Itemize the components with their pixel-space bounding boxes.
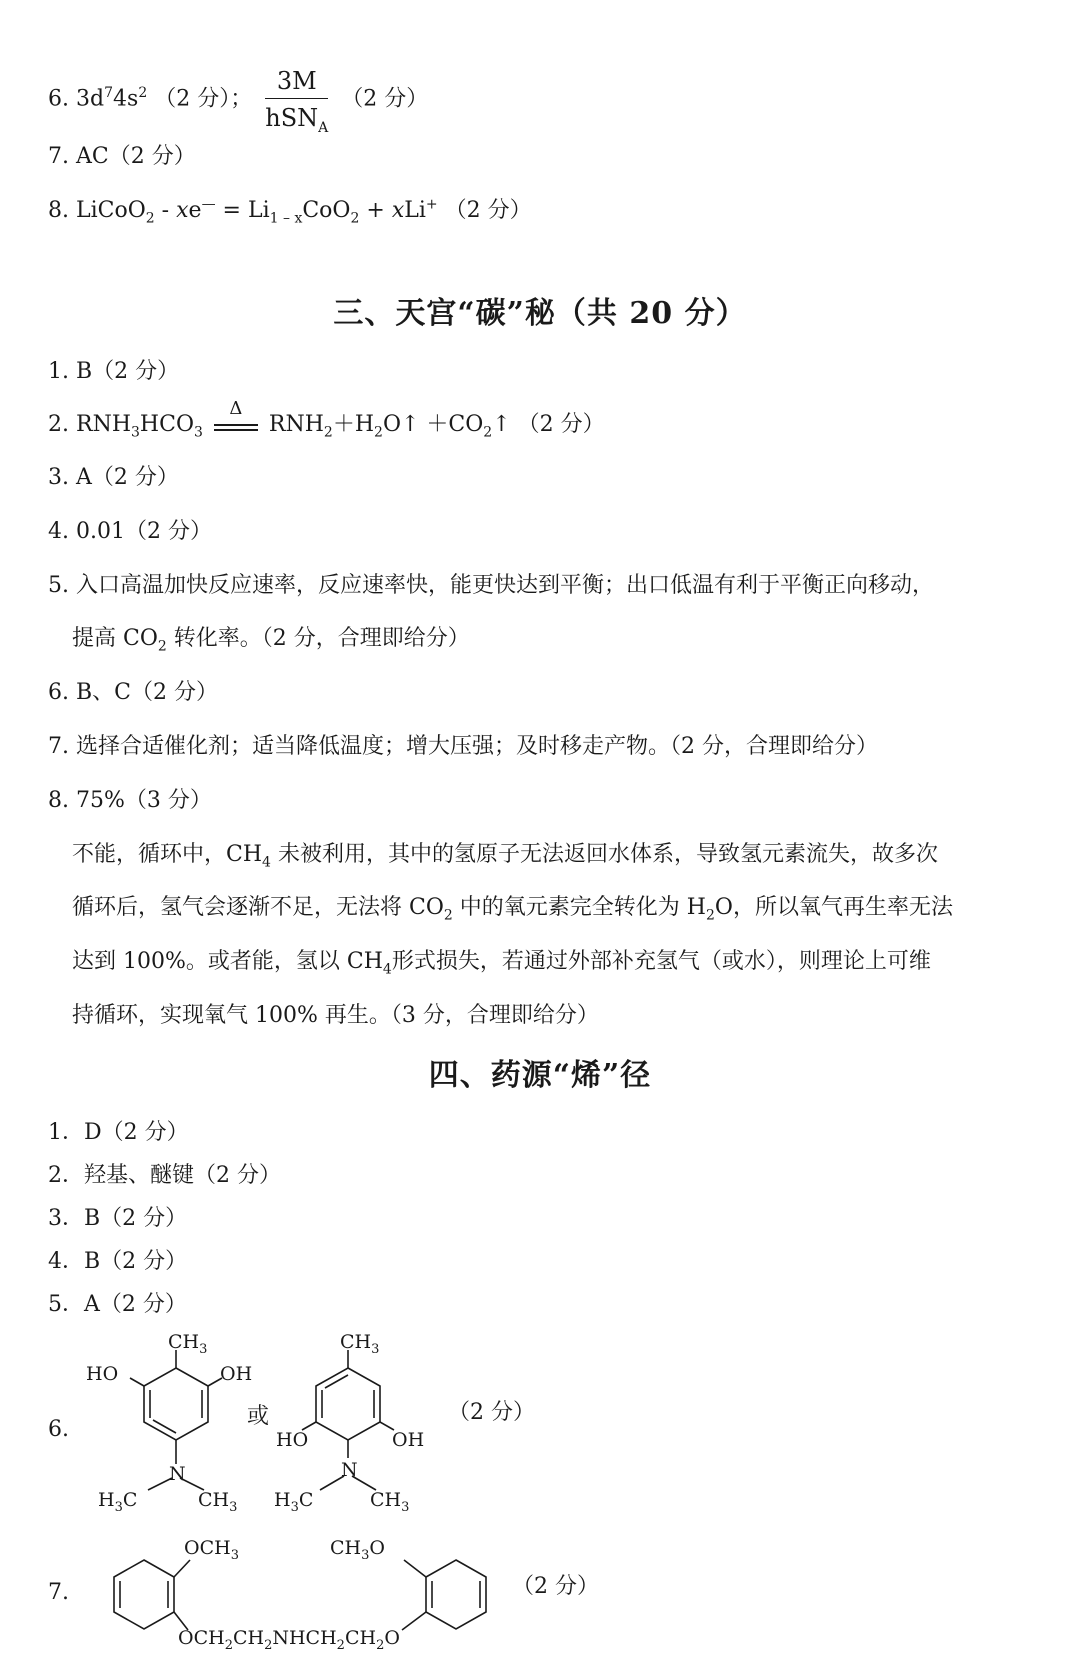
heat-condition-sign: Δ [212, 412, 260, 438]
answer-4-3: 3．B（2 分） [48, 1206, 188, 1231]
svg-text:CH3: $CH_3$ [168, 1331, 208, 1357]
svg-text:N: N [341, 1459, 358, 1481]
svg-text:OH: OH [392, 1429, 425, 1451]
answer-4-4: 4．B（2 分） [48, 1249, 188, 1274]
svg-text:OH: OH [220, 1363, 253, 1385]
answer-3-6: 6. B、C（2 分） [48, 680, 218, 705]
answer-2-7: 7. AC（2 分） [48, 144, 196, 169]
svg-text:N: N [169, 1463, 186, 1485]
svg-text:H3C: $H_3C$ [274, 1489, 314, 1515]
svg-text:OCH3: $OCH_3$ [184, 1537, 239, 1563]
answer-3-4: 4. 0.01（2 分） [48, 519, 212, 544]
answer-4-7-score: （2 分） [512, 1574, 599, 1599]
density-fraction: $\frac{3M}{hSN_A}$ [265, 67, 329, 136]
answer-3-8-explain-3: 达到 100%。或者能，氢以 $CH_4$形式损失，若通过外部补充氢气（或水），则理论上可维 [72, 949, 931, 978]
answer-4-1: 1．D（2 分） [48, 1120, 189, 1145]
answer-3-8-explain-4: 持循环，实现氧气 100% 再生。（3 分，合理即给分） [72, 1003, 599, 1028]
answer-3-3: 3. A（2 分） [48, 465, 179, 490]
svg-text:CH3: $CH_3$ [340, 1331, 380, 1357]
structure-option-2 [274, 1330, 458, 1515]
svg-text:HO: HO [86, 1363, 119, 1385]
or-label: 或 [247, 1404, 270, 1429]
answer-3-5-line2: 提高 $CO_2$ 转化率。（2 分，合理即给分） [72, 626, 470, 655]
svg-text:CH3: $CH_3$ [370, 1489, 410, 1515]
svg-text:HO: HO [276, 1429, 309, 1451]
structure-q7 [92, 1530, 512, 1660]
answer-3-8: 8. 75%（3 分） [48, 788, 212, 813]
answer-2-8: 8. LiCoO$_2$ - $xe^— = Li_{1 - x}CoO_2 + xLi^+$ （2 分） [48, 196, 532, 227]
answer-3-1: 1. B（2 分） [48, 359, 180, 384]
structure-option-1 [80, 1330, 260, 1515]
svg-text:H3C: $H_3C$ [98, 1489, 138, 1515]
answer-4-6-number: 6. [48, 1417, 69, 1442]
section-4-title: 四、药源“烯”径 [428, 1058, 652, 1093]
svg-text:OCH2CH2NHCH2CH2O: $OCH_2CH_2NHCH_2CH_2O$ [178, 1627, 400, 1653]
answer-3-7: 7. 选择合适催化剂；适当降低温度；增大压强；及时移走产物。（2 分，合理即给分） [48, 734, 878, 759]
answer-2-6: 6. $3d^74s^2$ （2 分）； $\frac{3M}{hSN_A}$ （2 分） [48, 67, 429, 136]
answer-3-2: 2. $RNH_3HCO_3$ Δ $RNH_2+H_2O↑$ $+CO_2↑$ （2 分） [48, 398, 605, 441]
answer-4-7-number: 7. [48, 1580, 69, 1605]
answer-3-8-explain-2: 循环后，氢气会逐渐不足，无法将 $CO_2$ 中的氧元素完全转化为 $H_2O$，所以氧气再生率无法 [72, 895, 953, 924]
svg-text:CH3O: $CH_3O$ [330, 1537, 385, 1563]
answer-4-5: 5．A（2 分） [48, 1292, 187, 1317]
answer-3-8-explain-1: 不能，循环中，$CH_4$ 未被利用，其中的氢原子无法返回水体系，导致氢元素流失，故多次 [72, 842, 938, 871]
answer-3-5-line1: 5. 入口高温加快反应速率，反应速率快，能更快达到平衡；出口低温有利于平衡正向移动， [48, 573, 934, 598]
answer-4-6-score: （2 分） [448, 1400, 535, 1425]
svg-text:CH3: $CH_3$ [198, 1489, 238, 1515]
section-3-title: 三、天宫“碳”秘（共 20 分） [333, 296, 747, 331]
answer-4-2: 2．羟基、醚键（2 分） [48, 1163, 281, 1188]
